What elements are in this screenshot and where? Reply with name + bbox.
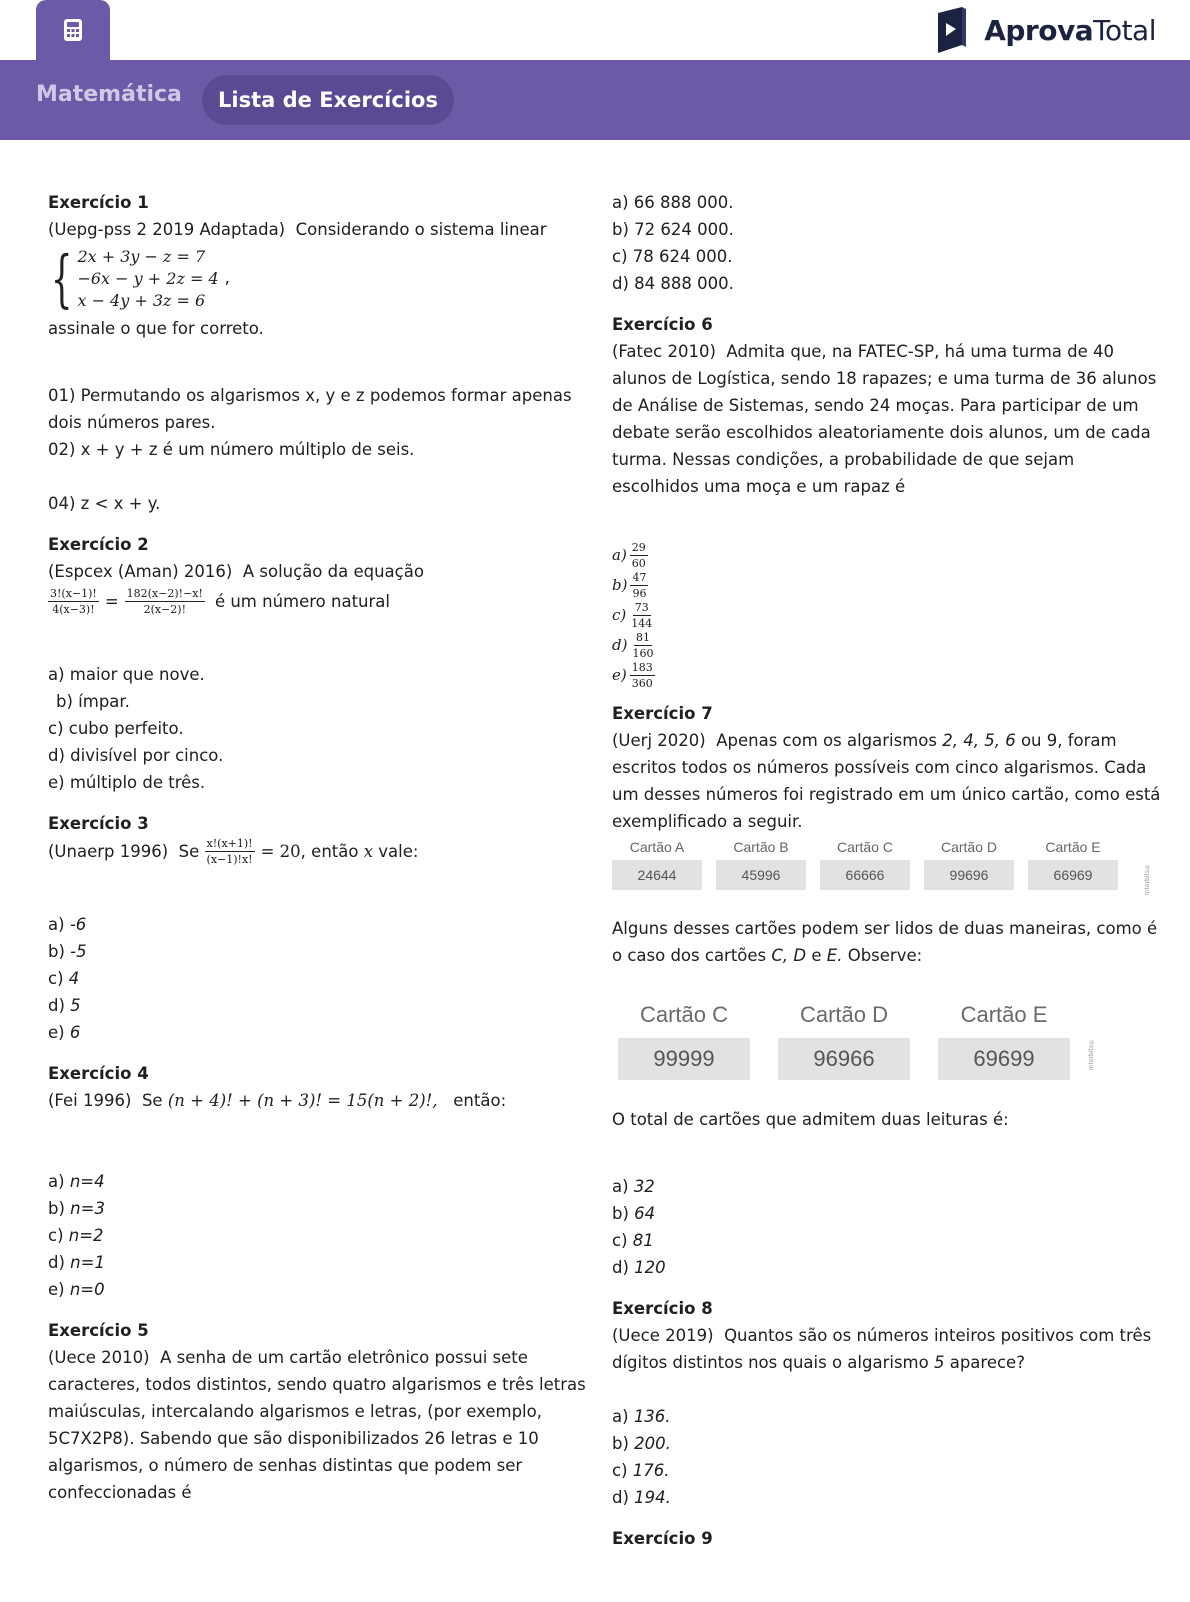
exercise-4 — [48, 1060, 578, 1303]
statement-text: exemplificado a seguir. — [612, 812, 803, 831]
option-label: d) — [612, 1488, 629, 1507]
statement-text: de Análise de Sistemas, sendo 24 moças. Para participar de um — [612, 396, 1139, 415]
card-value: 99696 — [924, 860, 1014, 890]
exercise-statement — [48, 558, 578, 585]
exercise-source: (Uece 2019) — [612, 1326, 714, 1345]
numerator: 47 — [632, 570, 647, 584]
statement-text: vale: — [378, 841, 419, 861]
option[interactable]: b) 72 624 000. — [612, 220, 734, 239]
card-title: Cartão C — [836, 839, 894, 855]
card — [716, 837, 806, 890]
logo-brand-a: Aprova — [984, 13, 1094, 47]
option[interactable] — [48, 1222, 578, 1249]
statement-text: Se — [141, 1091, 163, 1110]
option-value: n=3 — [70, 1199, 105, 1218]
option-label: b) — [612, 1434, 629, 1453]
option[interactable] — [612, 630, 1147, 660]
exercise-1 — [48, 189, 578, 517]
statement-text — [612, 1349, 1147, 1376]
option[interactable]: 04) z < x + y. — [48, 494, 161, 513]
logo-text — [984, 14, 1156, 47]
exercise-statement — [48, 1344, 578, 1371]
exercise-title: Exercício 4 — [48, 1064, 149, 1083]
option-label: e) — [48, 1023, 65, 1042]
statement-text: algarismos, o número de senhas distintas que podem ser — [48, 1456, 523, 1475]
cards-figure-1 — [612, 837, 1151, 896]
card-title: Cartão E — [960, 1002, 1048, 1027]
card-title: Cartão D — [940, 839, 998, 855]
card-value: 24644 — [612, 860, 702, 890]
card-title: Cartão A — [629, 839, 685, 855]
numerator: 3!(x−1)! — [50, 586, 97, 600]
logo-book-icon — [934, 5, 970, 55]
left-column — [48, 189, 586, 1506]
statement-text: dígitos distintos nos quais o algarismo — [612, 1353, 929, 1372]
exercise-title: Exercício 1 — [48, 193, 149, 212]
statement-text: 5C7X2P8). Sabendo que são disponibilizados 26 letras e 10 — [48, 1429, 539, 1448]
card-value: 96966 — [778, 1038, 910, 1080]
option[interactable] — [612, 1484, 1147, 1511]
statement-text: A solução da equação — [242, 562, 424, 581]
card-title: Cartão B — [733, 839, 789, 855]
exercise-source: (Espcex (Aman) 2016) — [48, 562, 233, 581]
exercise-9 — [612, 1525, 1147, 1552]
exercise-title: Exercício 9 — [612, 1529, 713, 1548]
card-title: Cartão E — [1045, 839, 1101, 855]
statement-text: , então — [300, 841, 359, 861]
statement-text: Admita que, na FATEC-SP, há uma turma de 40 — [726, 342, 1115, 361]
option[interactable] — [612, 1254, 1147, 1281]
option-label: a) — [48, 915, 65, 934]
fraction — [630, 541, 648, 570]
option[interactable]: c) 78 624 000. — [612, 247, 733, 266]
statement-text: um desses números foi registrado em um único cartão, como está — [612, 785, 1161, 804]
fraction — [205, 837, 255, 866]
option[interactable]: d) 84 888 000. — [612, 274, 734, 293]
statement-text: O total de cartões que admitem duas leituras é: — [612, 1110, 1009, 1129]
option-label: d) — [48, 1253, 65, 1272]
option-value: n=4 — [69, 1172, 105, 1191]
exercise-title: Exercício 5 — [48, 1321, 149, 1340]
statement-text: alunos de Logística, sendo 18 rapazes; e uma turma de 36 alunos — [612, 369, 1157, 388]
equals-sign: = — [104, 591, 119, 611]
option[interactable]: b) ímpar. — [56, 692, 130, 711]
numerator: 29 — [631, 540, 646, 554]
statement-text: escolhidos uma moça e um rapaz é — [612, 477, 906, 496]
card — [1028, 837, 1118, 890]
equation-1: 2x + 3y − z = 7 — [77, 247, 206, 266]
equation-line — [48, 585, 578, 617]
brace: { — [50, 242, 73, 315]
option-value: 32 — [633, 1177, 655, 1196]
card — [924, 837, 1014, 890]
cards-row — [618, 996, 1147, 1080]
exercise-source: (Unaerp 1996) — [48, 841, 169, 861]
statement-text: o caso dos cartões — [612, 946, 767, 965]
statement-emphasis: C, D — [771, 946, 807, 965]
option-label: a) — [612, 1177, 629, 1196]
exercise-source: (Fei 1996) — [48, 1091, 132, 1110]
statement-text: Alguns desses cartões podem ser lidos de duas maneiras, como é — [612, 919, 1158, 938]
cards-row — [612, 837, 1147, 890]
statement-emphasis: E. — [826, 946, 843, 965]
option-label: b) — [48, 942, 65, 961]
calculator-tab[interactable] — [36, 0, 110, 60]
card-value: 66969 — [1028, 860, 1118, 890]
card — [820, 837, 910, 890]
exercise-title: Exercício 2 — [48, 535, 149, 554]
denominator: 360 — [631, 676, 653, 690]
option[interactable] — [48, 1276, 578, 1303]
option[interactable] — [48, 992, 578, 1019]
fraction — [629, 601, 654, 630]
statement-text: A senha de um cartão eletrônico possui sete — [160, 1348, 528, 1367]
statement-text: escritos todos os números possíveis com cinco algarismos. Cada — [612, 758, 1147, 777]
option-label: a) — [612, 1407, 629, 1426]
option[interactable]: 01) Permutando os algarismos x, y e z podemos formar apenas dois números pares. — [48, 386, 572, 432]
denominator: 96 — [632, 586, 647, 600]
card-value: 66666 — [820, 860, 910, 890]
numerator: 182(x−2)!−x! — [126, 586, 203, 600]
exercise-statement — [48, 1087, 578, 1114]
card — [778, 998, 910, 1080]
equation-3: x − 4y + 3z = 6 — [77, 291, 206, 310]
option-label: b) — [48, 1199, 65, 1218]
card-title: Cartão D — [799, 1002, 889, 1027]
option-label: c) — [612, 1231, 628, 1250]
option-value: 176. — [632, 1461, 670, 1480]
exercise-statement — [612, 1322, 1152, 1349]
card-value: 99999 — [618, 1038, 750, 1080]
option-value: 200. — [634, 1434, 671, 1453]
option[interactable] — [612, 1173, 1147, 1200]
fraction — [630, 571, 648, 600]
option-value: n=1 — [70, 1253, 105, 1272]
equation: = 20 — [260, 841, 301, 861]
statement-text: turma. Nessas condições, a probabilidade de que sejam — [612, 450, 1075, 469]
exercise-source: (Fatec 2010) — [612, 342, 716, 361]
variable: x — [363, 841, 374, 861]
card-value: 45996 — [716, 860, 806, 890]
statement-text: debate serão escolhidos aleatoriamente dois alunos, um de cada — [612, 423, 1151, 442]
exercise-title: Exercício 6 — [612, 315, 713, 334]
option[interactable] — [48, 1019, 578, 1046]
option-value: -5 — [70, 942, 87, 961]
option-value: 194. — [634, 1488, 671, 1507]
option[interactable] — [612, 660, 1147, 690]
option[interactable] — [612, 600, 1147, 630]
statement-text — [612, 942, 1147, 969]
statement-text: Quantos são os números inteiros positivos com três — [724, 1326, 1152, 1345]
option-value: 6 — [69, 1023, 81, 1042]
equations — [77, 246, 218, 312]
statement-text: Se — [178, 841, 200, 861]
option-label: a) — [48, 1172, 65, 1191]
card-title: Cartão C — [639, 1002, 729, 1027]
option[interactable] — [612, 1430, 1147, 1457]
statement-text: e — [811, 946, 822, 965]
exercise-title: Exercício 3 — [48, 814, 149, 833]
subject-title[interactable]: Matemática — [36, 82, 182, 107]
fraction — [630, 661, 655, 690]
fraction — [48, 587, 99, 616]
exercise-2 — [48, 531, 578, 796]
exercise-5-options — [612, 189, 1147, 297]
option[interactable] — [48, 1249, 578, 1276]
aprova-total-logo[interactable] — [934, 4, 1156, 56]
exercise-statement — [612, 727, 1147, 754]
right-column — [612, 189, 1161, 1552]
option-value: 120 — [634, 1258, 666, 1277]
card — [618, 998, 750, 1080]
subject-navbar — [0, 60, 1190, 140]
option[interactable] — [612, 1227, 1147, 1254]
denominator: (x−1)!x! — [206, 852, 253, 866]
statement-text: Observe: — [847, 946, 923, 965]
exercise-title: Exercício 7 — [612, 704, 713, 723]
numerator: 183 — [631, 660, 653, 674]
option-value: -6 — [69, 915, 87, 934]
denominator: 160 — [632, 646, 654, 660]
option[interactable]: a) 66 888 000. — [612, 193, 734, 212]
equation: (n + 4)! + (n + 3)! = 15(n + 2)!, — [167, 1091, 438, 1110]
watermark: Interbits® — [1088, 1038, 1095, 1071]
exercise-3 — [48, 810, 578, 1046]
exercise-source: (Uece 2010) — [48, 1348, 150, 1367]
option[interactable]: e) múltiplo de três. — [48, 773, 206, 792]
option-value: 4 — [68, 969, 80, 988]
option-value: n=2 — [68, 1226, 104, 1245]
linear-system — [48, 244, 578, 314]
option-label: d) — [612, 635, 628, 654]
card — [938, 998, 1070, 1080]
tab-exercise-list[interactable]: Lista de Exercícios — [202, 75, 454, 125]
option-label: e) — [48, 1280, 65, 1299]
option[interactable] — [48, 911, 578, 938]
option-label: b) — [612, 1204, 629, 1223]
exercise-statement — [612, 338, 1147, 365]
option-label: c) — [612, 1461, 628, 1480]
statement-text: aparece? — [949, 1353, 1025, 1372]
exercise-7 — [612, 700, 1161, 1281]
option-label: d) — [48, 996, 65, 1015]
calculator-icon — [63, 18, 83, 42]
option[interactable] — [48, 965, 578, 992]
exercise-statement — [48, 831, 578, 871]
option[interactable] — [612, 1403, 1147, 1430]
option[interactable]: c) cubo perfeito. — [48, 719, 184, 738]
denominator: 4(x−3)! — [52, 602, 95, 616]
option-label: d) — [612, 1258, 629, 1277]
statement-text: Considerando o sistema linear — [295, 220, 547, 239]
numerator: x!(x+1)! — [206, 836, 253, 850]
option-value: n=0 — [69, 1280, 105, 1299]
option-value: 5 — [70, 996, 81, 1015]
exercise-statement — [48, 216, 578, 243]
option-label: c) — [612, 605, 627, 624]
option[interactable] — [612, 1200, 1147, 1227]
numerator: 81 — [635, 630, 650, 644]
statement-text: então: — [453, 1091, 507, 1110]
equation-2: −6x − y + 2z = 4 — [77, 269, 219, 288]
exercise-source: (Uerj 2020) — [612, 731, 706, 750]
system-comma: , — [224, 267, 230, 287]
option[interactable] — [612, 1457, 1147, 1484]
option[interactable] — [48, 1195, 578, 1222]
option-label: a) — [612, 545, 627, 564]
option-label: c) — [48, 1226, 64, 1245]
exercise-title: Exercício 8 — [612, 1299, 713, 1318]
top-bar — [0, 0, 1190, 60]
option[interactable]: d) divisível por cinco. — [48, 746, 224, 765]
fraction — [125, 587, 205, 616]
cards-figure-2 — [612, 996, 1147, 1086]
option-label: b) — [612, 575, 628, 594]
option[interactable]: 02) x + y + z é um número múltiplo de seis. — [48, 440, 415, 459]
option[interactable] — [48, 938, 578, 965]
denominator: 60 — [631, 556, 646, 570]
option-label: c) — [48, 969, 64, 988]
exercise-6 — [612, 311, 1157, 690]
exercise-5 — [48, 1317, 586, 1506]
exercise-source: (Uepg-pss 2 2019 Adaptada) — [48, 220, 286, 239]
statement-emphasis: 2, 4, 5, 6 — [942, 731, 1016, 750]
denominator: 144 — [631, 616, 653, 630]
option-label: e) — [612, 665, 627, 684]
statement-text: maiúsculas, intercalando algarismos e letras, (por exemplo, — [48, 1402, 542, 1421]
fraction — [630, 631, 655, 660]
card — [612, 837, 702, 890]
denominator: 2(x−2)! — [143, 602, 187, 616]
statement-text: Apenas com os algarismos — [716, 731, 937, 750]
exercise-8 — [612, 1295, 1152, 1511]
statement-text: é um número natural — [214, 591, 390, 611]
option[interactable] — [48, 1168, 578, 1195]
statement-text: confeccionadas é — [48, 1483, 192, 1502]
logo-brand-b: Total — [1093, 13, 1156, 47]
watermark: Interbits® — [1144, 863, 1151, 896]
statement-text: caracteres, todos distintos, sendo quatro algarismos e três letras — [48, 1375, 586, 1394]
statement-text: assinale o que for correto. — [48, 319, 264, 338]
option-value: 64 — [634, 1204, 656, 1223]
option[interactable]: a) maior que nove. — [48, 665, 205, 684]
statement-text: ou 9, foram — [1020, 731, 1117, 750]
statement-emphasis: 5 — [933, 1353, 945, 1372]
card-value: 69699 — [938, 1038, 1070, 1080]
option-value: 136. — [633, 1407, 671, 1426]
option[interactable] — [612, 570, 1147, 600]
option[interactable] — [612, 540, 1147, 570]
numerator: 73 — [634, 600, 649, 614]
option-value: 81 — [632, 1231, 654, 1250]
